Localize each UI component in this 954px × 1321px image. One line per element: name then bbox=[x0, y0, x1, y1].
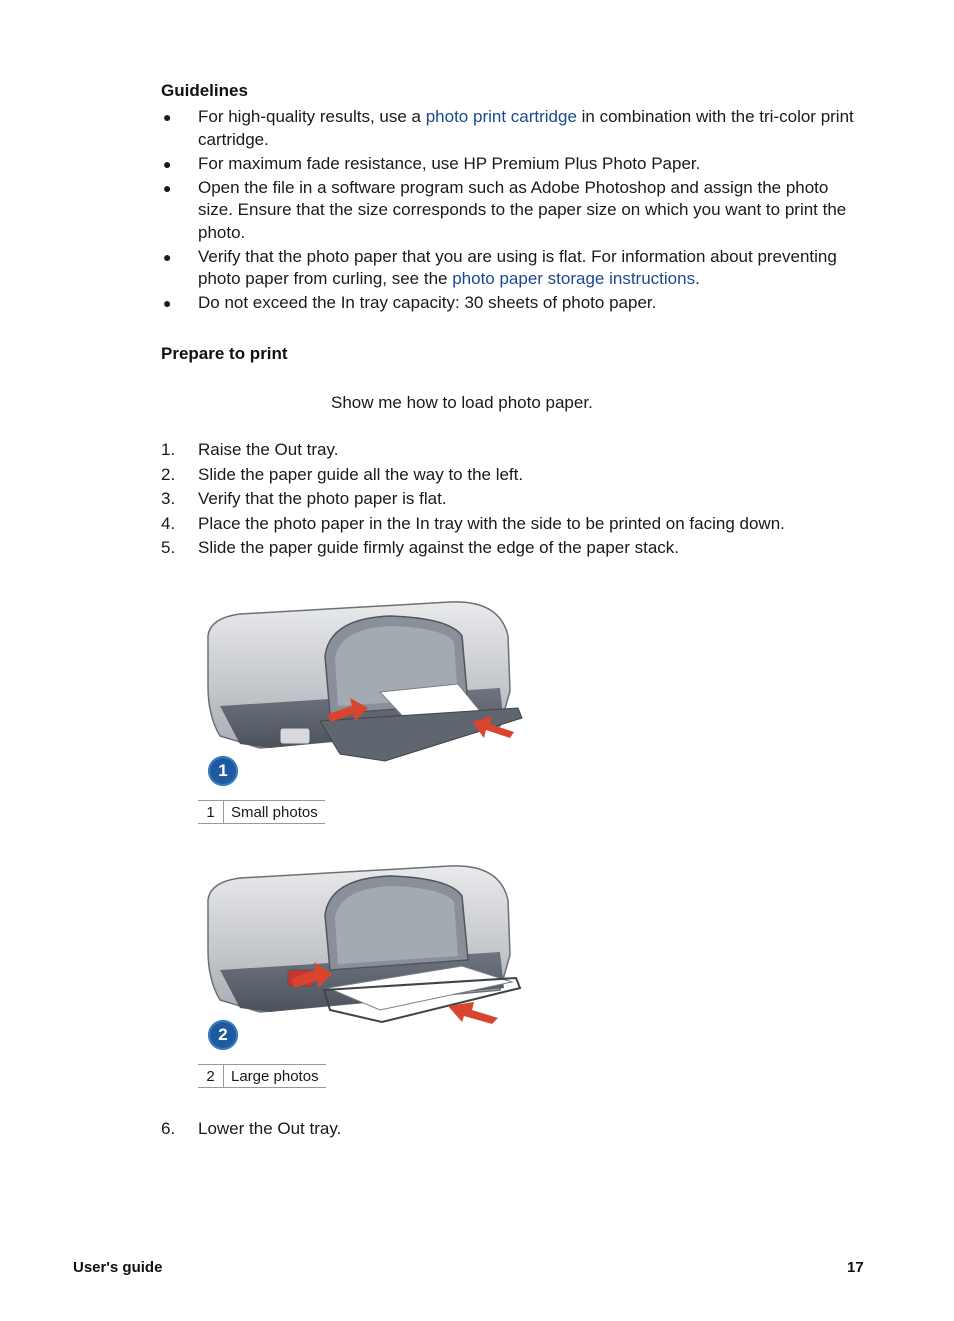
guideline-text-before: Verify that the photo paper that you are using is flat. For information about preventing photo paper from curling, see the bbox=[198, 246, 837, 288]
step-text: Place the photo paper in the In tray with the side to be printed on facing down. bbox=[198, 513, 785, 533]
table-row bbox=[198, 801, 325, 824]
list-item bbox=[161, 513, 861, 536]
figure-badge-2: 2 bbox=[208, 1020, 238, 1050]
list-item bbox=[161, 464, 861, 487]
list-item bbox=[161, 1118, 861, 1141]
step-text: Lower the Out tray. bbox=[198, 1119, 342, 1138]
caption-text: Small photos bbox=[224, 801, 325, 824]
bullet-icon: ● bbox=[163, 248, 172, 265]
bullet-icon: ● bbox=[163, 295, 172, 311]
steps-list-continued bbox=[161, 1118, 861, 1143]
caption-number: 1 bbox=[198, 801, 224, 824]
list-item bbox=[161, 537, 861, 560]
bullet-icon: ● bbox=[163, 155, 172, 172]
step-text: Raise the Out tray. bbox=[198, 440, 339, 459]
guideline-text-after: in combination with the tri-color print cartridge. bbox=[198, 107, 854, 149]
guidelines-list bbox=[161, 106, 861, 316]
list-item bbox=[161, 153, 861, 176]
figure-caption-table bbox=[198, 1064, 326, 1088]
step-number: 3. bbox=[161, 489, 176, 508]
figure-badge-1: 1 bbox=[208, 756, 238, 786]
list-item bbox=[161, 488, 861, 511]
list-item bbox=[161, 246, 861, 291]
step-text: Verify that the photo paper is flat. bbox=[198, 489, 447, 508]
bullet-icon: ● bbox=[163, 179, 172, 196]
step-text: Slide the paper guide all the way to the left. bbox=[198, 464, 524, 484]
printer-illustration-large-photos bbox=[200, 860, 530, 1030]
printer-image bbox=[200, 860, 530, 1030]
step-text: Slide the paper guide firmly against the edge of the paper stack. bbox=[198, 538, 680, 557]
photo-paper-storage-link[interactable]: photo paper storage instructions bbox=[452, 269, 696, 288]
guidelines-heading: Guidelines bbox=[161, 81, 248, 100]
guideline-text-before: For high-quality results, use a bbox=[198, 107, 426, 126]
guideline-text: Do not exceed the In tray capacity: 30 sheets of photo paper. bbox=[198, 293, 657, 312]
caption-number: 2 bbox=[198, 1065, 224, 1088]
step-number: 2. bbox=[161, 464, 176, 484]
step-number: 1. bbox=[161, 440, 176, 459]
guideline-text: Open the file in a software program such as Adobe Photoshop and assign the photo size. Ensure that the size corresponds to the paper size on which you want to print the photo. bbox=[198, 177, 847, 242]
list-item bbox=[161, 177, 861, 245]
guideline-text-after: . bbox=[695, 269, 700, 288]
photo-print-cartridge-link[interactable]: photo print cartridge bbox=[425, 107, 577, 126]
footer-left: User's guide bbox=[73, 1259, 163, 1276]
guideline-text: For maximum fade resistance, use HP Premium Plus Photo Paper. bbox=[198, 153, 701, 173]
list-item bbox=[161, 106, 861, 151]
step-number: 6. bbox=[161, 1119, 176, 1138]
list-item bbox=[161, 292, 861, 315]
caption-text: Large photos bbox=[224, 1065, 326, 1088]
printer-image bbox=[200, 596, 530, 766]
table-row bbox=[198, 1065, 326, 1088]
list-item bbox=[161, 439, 861, 462]
printer-illustration-small-photos bbox=[200, 596, 530, 766]
bullet-icon: ● bbox=[163, 109, 172, 125]
show-me-link[interactable]: Show me how to load photo paper. bbox=[331, 393, 593, 412]
prepare-heading: Prepare to print bbox=[161, 344, 288, 363]
step-number: 5. bbox=[161, 538, 176, 557]
page-number: 17 bbox=[847, 1259, 864, 1276]
figure-caption-table bbox=[198, 800, 325, 824]
step-number: 4. bbox=[161, 513, 176, 533]
steps-list bbox=[161, 439, 861, 562]
